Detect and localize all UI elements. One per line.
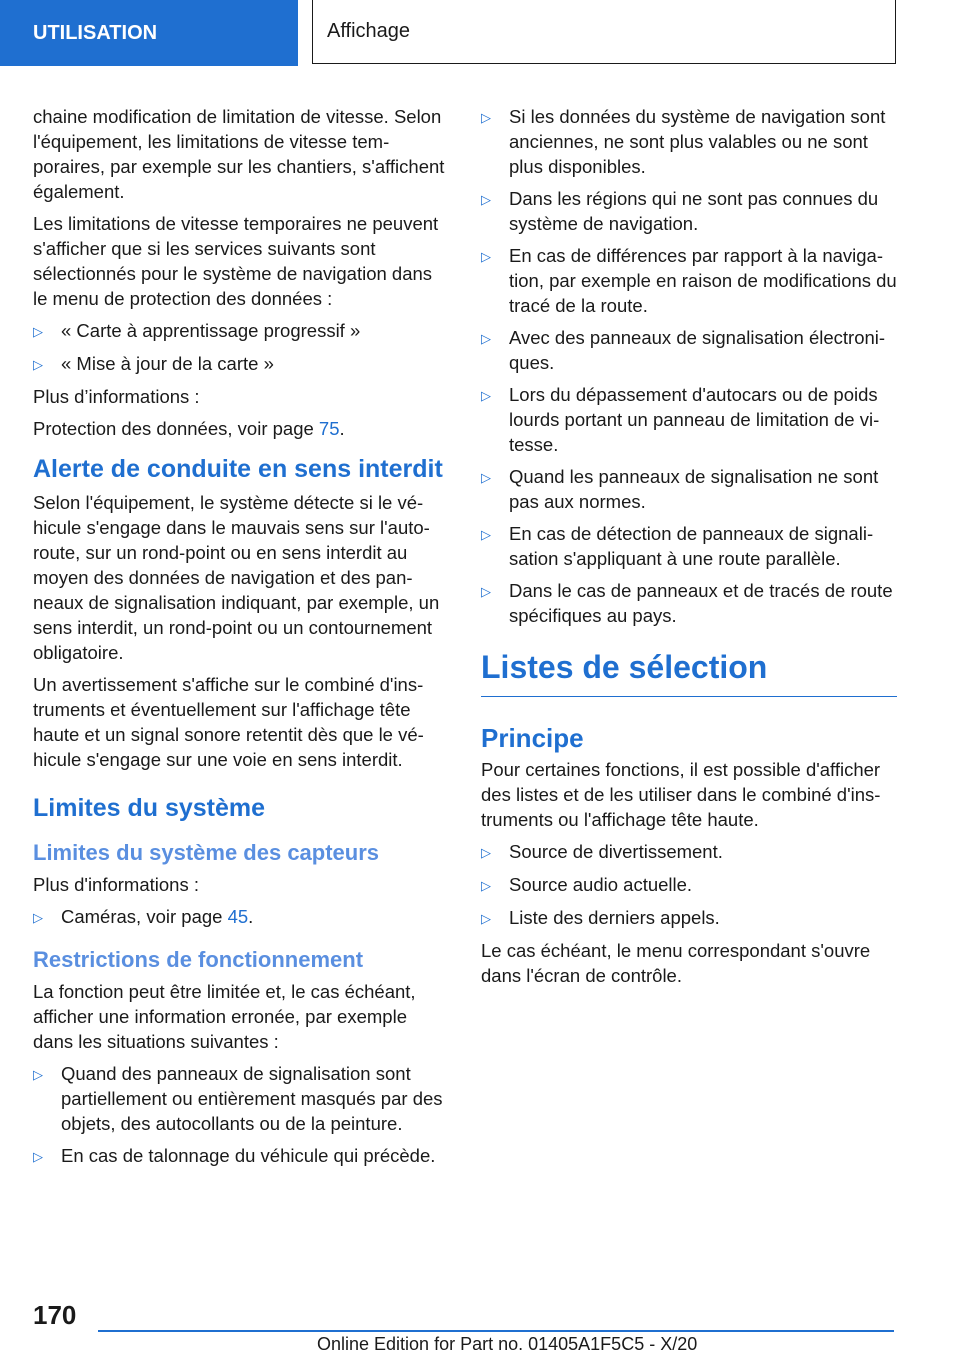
paragraph: Plus d’informations : — [33, 386, 200, 407]
list-item: ▷ Si les données du système de navigation sont anciennes, ne sont plus valables ou ne sont plus disponibles. — [481, 106, 886, 177]
heading-listes: Listes de sélection — [481, 648, 897, 697]
paragraph: La fonction peut être limitée et, le cas échéant, afficher une information erronée, par exemple dans les situations suivantes : — [33, 981, 416, 1052]
list-item: ▷ En cas de talonnage du véhicule qui précède. — [33, 1143, 451, 1169]
page-link-45[interactable]: 45 — [227, 906, 249, 927]
triangle-bullet-icon: ▷ — [481, 110, 491, 125]
list-item: ▷ En cas de différences par rapport à la navigation, par exemple en raison de modifications du tracé de la route. — [481, 245, 897, 316]
list-item: ▷ En cas de détection de panneaux de signalisation s'appliquant à une route parallèle. — [481, 523, 874, 569]
paragraph: Protection des données, voir page 75. — [33, 418, 345, 439]
heading-alerte: Alerte de conduite en sens interdit — [33, 455, 443, 483]
paragraph: chaine modification de limitation de vitesse. Selon l'équipement, les limitations de vitesse temporaires, par exemple sur les chantiers, s'affichent également. — [33, 106, 445, 202]
list-item: ▷ Dans le cas de panneaux et de tracés de route spécifiques au pays. — [481, 580, 893, 626]
list-item: ▷ Avec des panneaux de signalisation électroniques. — [481, 327, 886, 373]
paragraph: Pour certaines fonctions, il est possible d'afficher des listes et de les utiliser dans le combiné d'instruments ou l'affichage tête haute. — [481, 759, 881, 830]
triangle-bullet-icon: ▷ — [33, 357, 43, 372]
paragraph: Les limitations de vitesse temporaires ne peuvent s'afficher que si les services suivants sont sélectionnés pour le système de navigation dans le menu de protection des données : — [33, 213, 439, 309]
triangle-bullet-icon: ▷ — [481, 584, 491, 599]
triangle-bullet-icon: ▷ — [481, 527, 491, 542]
list-item: ▷ Source audio actuelle. — [481, 872, 897, 898]
right-column — [481, 104, 897, 995]
list-item: ▷ Quand des panneaux de signalisation sont partiellement ou entièrement masqués par des objets, des autocollants ou de la peinture. — [33, 1063, 443, 1134]
list-item: ▷ Source de divertissement. — [481, 839, 897, 865]
topic-tab[interactable]: Affichage — [312, 0, 896, 64]
triangle-bullet-icon: ▷ — [481, 192, 491, 207]
list-item: ▷ « Mise à jour de la carte » — [33, 351, 451, 377]
triangle-bullet-icon: ▷ — [33, 324, 43, 339]
left-column — [33, 104, 451, 1176]
list-item: ▷ « Carte à apprentissage progressif » — [33, 318, 451, 344]
heading-restrictions: Restrictions de fonctionnement — [33, 947, 364, 972]
triangle-bullet-icon: ▷ — [481, 878, 491, 893]
heading-capteurs: Limites du système des capteurs — [33, 840, 380, 865]
page-link-75[interactable]: 75 — [318, 418, 340, 439]
paragraph: Selon l'équipement, le système détecte si le véhicule s'engage dans le mauvais sens sur l'autoroute, sur un rond-point ou en sens interdit au moyen des données de navigation et des panneaux de signalisation indiquant, par exemple, un sens interdit, un rond-point ou un contournement obligatoire. — [33, 492, 440, 663]
page-number: 170 — [33, 1300, 77, 1330]
list-item: ▷ Dans les régions qui ne sont pas connues du système de navigation. — [481, 188, 879, 234]
triangle-bullet-icon: ▷ — [33, 1149, 43, 1164]
triangle-bullet-icon: ▷ — [481, 845, 491, 860]
list-item: ▷ Lors du dépassement d'autocars ou de poids lourds portant un panneau de limitation de vitesse. — [481, 384, 880, 455]
triangle-bullet-icon: ▷ — [481, 911, 491, 926]
triangle-bullet-icon: ▷ — [481, 388, 491, 403]
triangle-bullet-icon: ▷ — [33, 910, 43, 925]
footer-divider — [98, 1330, 894, 1332]
paragraph: Le cas échéant, le menu correspondant s'ouvre dans l'écran de contrôle. — [481, 940, 871, 986]
edition-footer: Online Edition for Part no. 01405A1F5C5 - X/20 — [317, 1334, 698, 1354]
triangle-bullet-icon: ▷ — [33, 1067, 43, 1082]
triangle-bullet-icon: ▷ — [481, 249, 491, 264]
list-item: ▷ Liste des derniers appels. — [481, 905, 897, 931]
list-item: ▷ Quand les panneaux de signalisation ne sont pas aux normes. — [481, 466, 879, 512]
triangle-bullet-icon: ▷ — [481, 331, 491, 346]
paragraph: Plus d'informations : — [33, 874, 199, 895]
paragraph: Un avertissement s'affiche sur le combiné d'instruments et éventuellement sur l'affichage tête haute et un signal sonore retentit dès que le véhicule s'engage sur une voie en sens interdit. — [33, 674, 424, 770]
triangle-bullet-icon: ▷ — [481, 470, 491, 485]
page-header — [0, 0, 960, 66]
heading-limites: Limites du système — [33, 794, 266, 822]
section-tab[interactable]: UTILISATION — [0, 0, 298, 66]
heading-principe: Principe — [481, 723, 584, 753]
list-item: ▷ Caméras, voir page 45. — [33, 904, 451, 930]
